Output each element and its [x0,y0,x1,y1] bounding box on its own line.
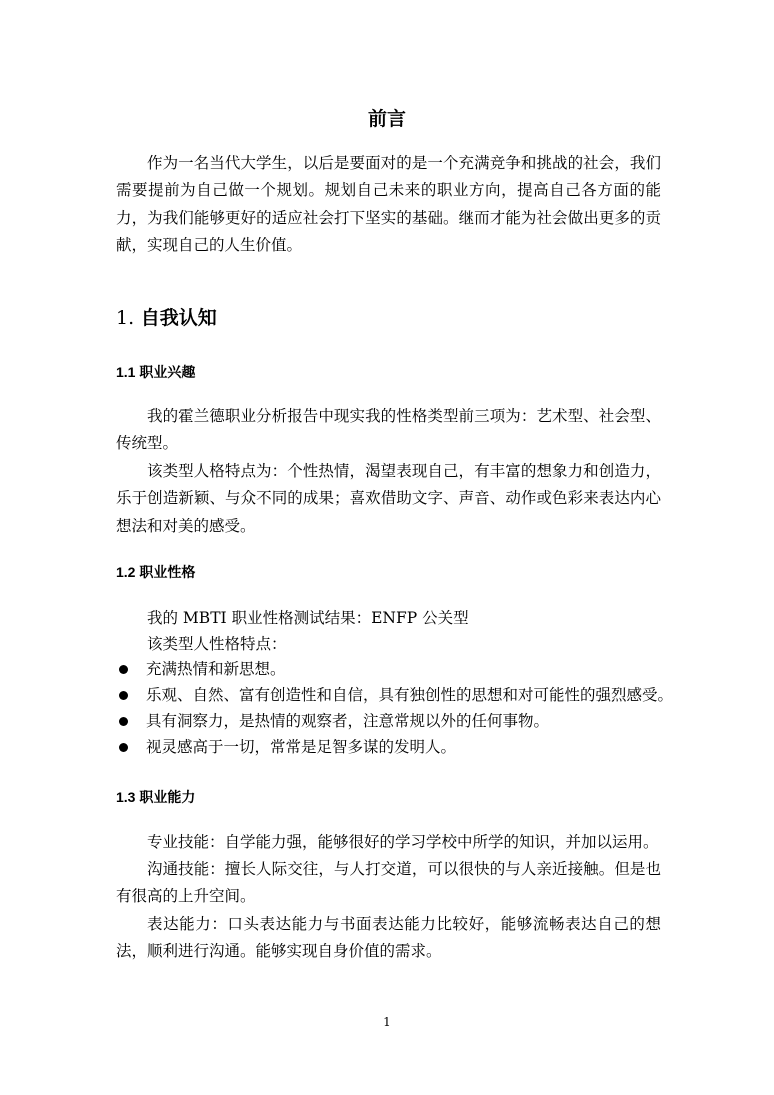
section-1-heading [116,305,217,331]
section-1-3-paragraph-1: 专业技能：自学能力强，能够很好的学习学校中所学的知识，并加以运用。 [147,833,659,851]
section-1-2-heading: 1.2 职业性格 [116,564,196,580]
bullet-icon [119,717,128,726]
section-1-3-heading: 1.3 职业能力 [116,789,196,805]
section-1-1-heading: 1.1 职业兴趣 [116,364,196,380]
page-number: 1 [383,1015,391,1029]
section-1-2-paragraph-2: 该类型人性格特点： [147,635,287,653]
list-item-text: 乐观、自然、富有创造性和自信，具有独创性的思想和对可能性的强烈感受。 [146,686,674,704]
section-1-3-paragraph-2: 沟通技能：擅长人际交往，与人打交道，可以很快的与人亲近接触。但是也有很高的上升空间。 [116,860,661,906]
list-item-text: 具有洞察力，是热情的观察者，注意常规以外的任何事物。 [146,712,550,730]
section-1-number: 1. [116,307,135,329]
section-1-title: 自我认知 [140,307,217,329]
section-1-1-paragraph-2: 该类型人格特点为：个性热情，渴望表现自己，有丰富的想象力和创造力，乐于创造新颖、与众不同的成果；喜欢借助文字、声音、动作或色彩来表达内心想法和对美的感受。 [116,462,661,535]
list-item-text: 视灵感高于一切，常常是足智多谋的发明人。 [146,738,457,756]
preface-paragraph: 作为一名当代大学生，以后是要面对的是一个充满竞争和挑战的社会，我们需要提前为自己做一个规划。规划自己未来的职业方向，提高自己各方面的能力，为我们能够更好的适应社会打下坚实的基础。继而才能为社会做出更多的贡献，实现自己的人生价值。 [116,154,661,255]
list-item-text: 充满热情和新思想。 [146,660,286,678]
section-1-3-paragraph-3: 表达能力：口头表达能力与书面表达能力比较好，能够流畅表达自己的想法，顺利进行沟通。能够实现自身价值的需求。 [116,915,661,961]
bullet-icon [119,691,128,700]
section-1-1-paragraph-1: 我的霍兰德职业分析报告中现实我的性格类型前三项为：艺术型、社会型、传统型。 [116,407,661,453]
page-title: 前言 [367,108,406,130]
section-1-2-paragraph-1: 我的 MBTI 职业性格测试结果：ENFP 公关型 [147,609,469,627]
bullet-icon [119,743,128,752]
bullet-icon [119,665,128,674]
